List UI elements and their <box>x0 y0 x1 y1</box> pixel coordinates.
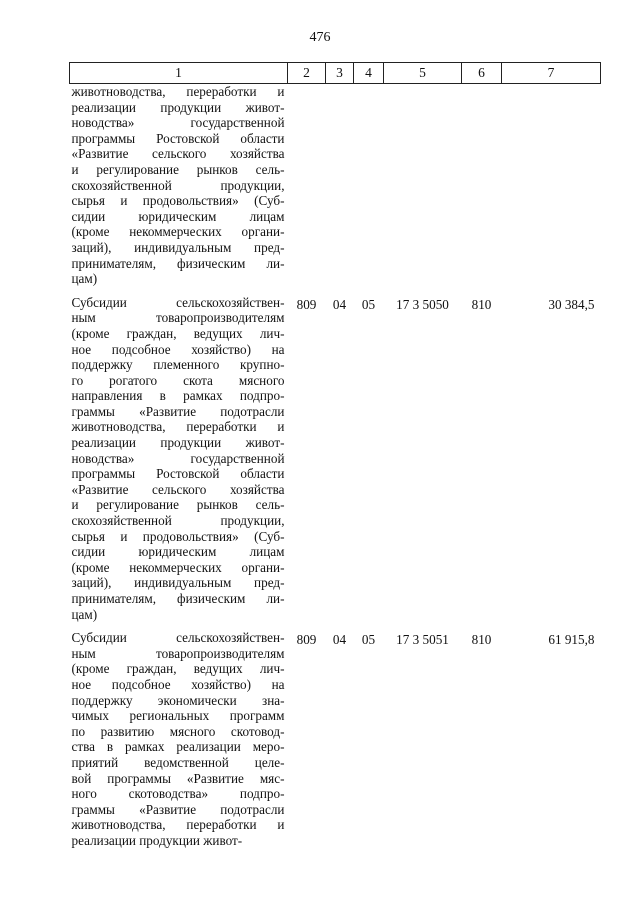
description-line: приятий ведомственной целе- <box>71 754 285 770</box>
table-body <box>70 84 601 849</box>
expense-description <box>70 630 288 848</box>
description-line: заций), индивидуальным пред- <box>71 575 285 591</box>
description-line: сырья и продовольствия» (Суб- <box>71 193 285 209</box>
column-header-5: 5 <box>384 63 462 84</box>
description-line: животноводства, переработки и <box>71 817 285 833</box>
expense-type-code <box>462 84 502 287</box>
description-line: принимателям, физическим ли- <box>71 591 285 606</box>
description-line: и регулирование рынков сель- <box>71 161 285 177</box>
description-line: животноводства, переработки и <box>71 84 285 99</box>
description-line: новодства» государственной <box>71 115 285 131</box>
target-article-code: 17 3 5051 <box>396 632 449 648</box>
table-header-row <box>70 63 601 84</box>
ministry-code <box>288 84 326 287</box>
amount-value <box>502 84 601 287</box>
expense-type-code: 810 <box>471 296 492 312</box>
description-line: программы Ростовской области <box>71 466 285 482</box>
description-line: граммы «Развитие подотрасли <box>71 403 285 419</box>
description-line: «Развитие сельского хозяйства <box>71 146 285 162</box>
description-line: сидии юридическим лицам <box>71 544 285 560</box>
description-line: реализации продукции живот- <box>71 435 285 451</box>
description-line: ным товаропроизводителям <box>71 310 285 326</box>
page-number: 476 <box>309 30 331 45</box>
column-header-2: 2 <box>288 63 326 84</box>
row-spacer-cell <box>70 287 601 295</box>
description-line: заций), индивидуальным пред- <box>71 239 285 255</box>
column-header-7: 7 <box>502 63 601 84</box>
expense-description <box>70 295 288 622</box>
description-line: (кроме граждан, ведущих лич- <box>71 325 285 341</box>
section-code: 04 <box>332 296 347 312</box>
description-line: скохозяйственной продукции, <box>71 177 285 193</box>
description-line: поддержку экономически зна- <box>71 692 285 708</box>
column-header-3: 3 <box>326 63 354 84</box>
description-line: ное подсобное хозяйство) на <box>71 676 285 692</box>
description-line: направления в рамках подпро- <box>71 388 285 404</box>
subsection-code: 05 <box>361 632 376 648</box>
description-line: новодства» государственной <box>71 450 285 466</box>
description-line: чимых региональных программ <box>71 708 285 724</box>
section-code: 04 <box>332 632 347 648</box>
description-line: скохозяйственной продукции, <box>71 513 285 529</box>
description-line: Субсидии сельскохозяйствен- <box>71 630 285 646</box>
description-line: (кроме некоммерческих органи- <box>71 224 285 240</box>
description-line: (кроме некоммерческих органи- <box>71 559 285 575</box>
subsection-code: 05 <box>361 296 376 312</box>
description-line: ным товаропроизводителям <box>71 645 285 661</box>
description-line: поддержку племенного крупно- <box>71 357 285 373</box>
description-line: сырья и продовольствия» (Суб- <box>71 528 285 544</box>
column-header-1: 1 <box>70 63 288 84</box>
description-line: цам) <box>71 271 98 287</box>
column-header-4: 4 <box>354 63 384 84</box>
description-line: го рогатого скота мясного <box>71 372 285 388</box>
section-code <box>326 84 354 287</box>
description-line: вой программы «Развитие мяс- <box>71 770 285 786</box>
target-article-code <box>384 84 462 287</box>
description-line: ное подсобное хозяйство) на <box>71 341 285 357</box>
description-line: цам) <box>71 606 98 622</box>
description-line: Субсидии сельскохозяйствен- <box>71 294 285 310</box>
description-line: сидии юридическим лицам <box>71 208 285 224</box>
description-line: ного скотоводства» подпро- <box>71 786 285 802</box>
description-line: и регулирование рынков сель- <box>71 497 285 513</box>
ministry-code: 809 <box>296 632 317 648</box>
subsection-code <box>354 84 384 287</box>
ministry-code: 809 <box>296 296 317 312</box>
description-line: граммы «Развитие подотрасли <box>71 801 285 817</box>
target-article-code: 17 3 5050 <box>396 296 449 312</box>
description-line: принимателям, физическим ли- <box>71 255 285 271</box>
description-line: реализации продукции живот- <box>71 832 243 848</box>
table-row <box>70 295 601 622</box>
description-line: животноводства, переработки и <box>71 419 285 435</box>
budget-table <box>69 62 601 849</box>
expense-type-code: 810 <box>471 632 492 648</box>
table-row <box>70 630 601 848</box>
description-line: (кроме граждан, ведущих лич- <box>71 661 285 677</box>
row-spacer <box>70 287 601 295</box>
expense-description <box>70 84 288 287</box>
description-line: программы Ростовской области <box>71 130 285 146</box>
row-spacer-cell <box>70 622 601 630</box>
amount-value: 61 915,8 <box>548 632 595 648</box>
description-line: «Развитие сельского хозяйства <box>71 481 285 497</box>
column-header-6: 6 <box>462 63 502 84</box>
amount-value: 30 384,5 <box>548 296 595 312</box>
table-row <box>70 84 601 287</box>
description-line: реализации продукции живот- <box>71 99 285 115</box>
description-line: по развитию мясного скотовод- <box>71 723 285 739</box>
description-line: ства в рамках реализации меро- <box>71 739 285 755</box>
row-spacer <box>70 622 601 630</box>
